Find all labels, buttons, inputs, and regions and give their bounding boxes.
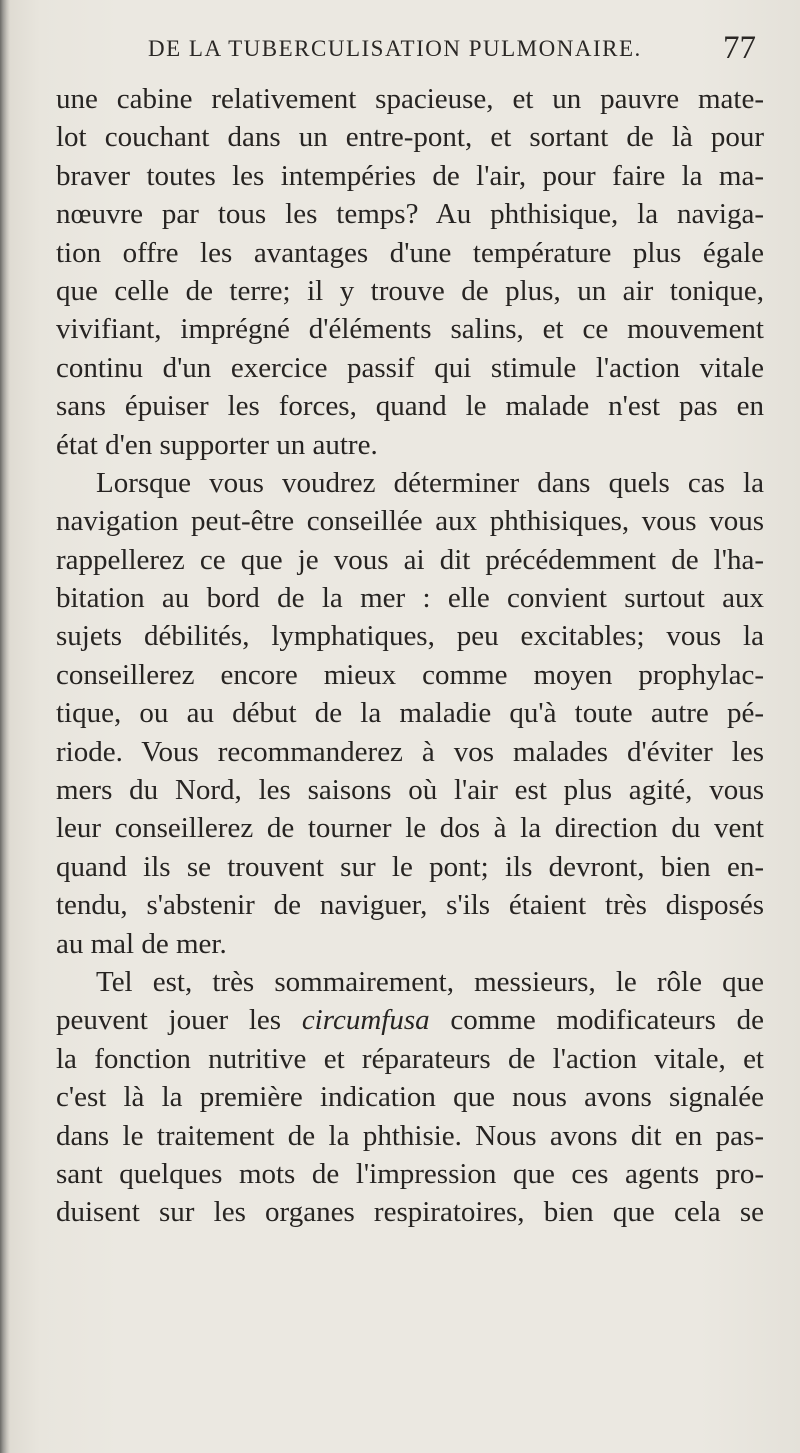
text-line: la fonction nutritive et réparateurs de l'action vitale, et [56,1042,764,1075]
text-line: que celle de terre; il y trouve de plus, un air tonique, [56,274,764,307]
text-line: tion offre les avantages d'une température plus égale [56,236,764,269]
text-line: tendu, s'abstenir de naviguer, s'ils étaient très disposés [56,889,764,922]
text-line: braver toutes les intempéries de l'air, pour faire la ma- [56,159,764,192]
text-line: c'est là la première indication que nous avons signalée [56,1081,764,1114]
text-line: nœuvre par tous les temps? Au phthisique, la naviga- [56,198,764,231]
italic-term: circumfusa [301,1004,430,1037]
text-line-with-italic [56,1001,764,1039]
page-binding-edge [0,0,10,1453]
paragraph-first-line: Tel est, très sommairement, messieurs, le rôle que [96,965,764,998]
paragraph-last-line: au mal de mer. [56,927,227,960]
running-title: DE LA TUBERCULISATION PULMONAIRE. [148,36,642,61]
text-line: rappellerez ce que je vous ai dit précédemment de l'ha- [56,543,764,576]
text-line: navigation peut-être conseillée aux phthisiques, vous vous [56,505,764,538]
text-line: sans épuiser les forces, quand le malade n'est pas en [56,390,764,423]
page-number: 77 [723,30,756,66]
text-line: duisent sur les organes respiratoires, bien que cela se [56,1196,764,1229]
text-line: quand ils se trouvent sur le pont; ils devront, bien en- [56,850,764,883]
text-line: vivifiant, imprégné d'éléments salins, et ce mouvement [56,313,764,346]
text-line: conseillerez encore mieux comme moyen prophylac- [56,658,764,691]
text-line: continu d'un exercice passif qui stimule l'action vitale [56,351,764,384]
text-line: dans le traitement de la phthisie. Nous avons dit en pas- [56,1119,764,1152]
text-run: peuvent jouer les [56,1004,302,1037]
text-line: mers du Nord, les saisons où l'air est plus agité, vous [56,774,764,807]
paragraph-first-line: Lorsque vous voudrez déterminer dans quels cas la [96,466,764,499]
running-head [148,30,756,66]
text-line: tique, ou au début de la maladie qu'à toute autre pé- [56,697,764,730]
paragraph-last-line: état d'en supporter un autre. [56,428,378,461]
text-line: une cabine relativement spacieuse, et un pauvre mate- [56,83,764,115]
text-line: lot couchant dans un entre-pont, et sortant de là pour [56,121,764,154]
text-line: leur conseillerez de tourner le dos à la direction du vent [56,812,764,845]
text-line: sujets débilités, lymphatiques, peu excitables; vous la [56,620,764,653]
body-text [56,80,764,1232]
text-run: comme modificateurs de [429,1004,764,1037]
text-line: riode. Vous recommanderez à vos malades d'éviter les [56,735,764,768]
text-line: sant quelques mots de l'impression que ces agents pro- [56,1157,764,1190]
text-line: bitation au bord de la mer : elle convient surtout aux [56,582,764,615]
